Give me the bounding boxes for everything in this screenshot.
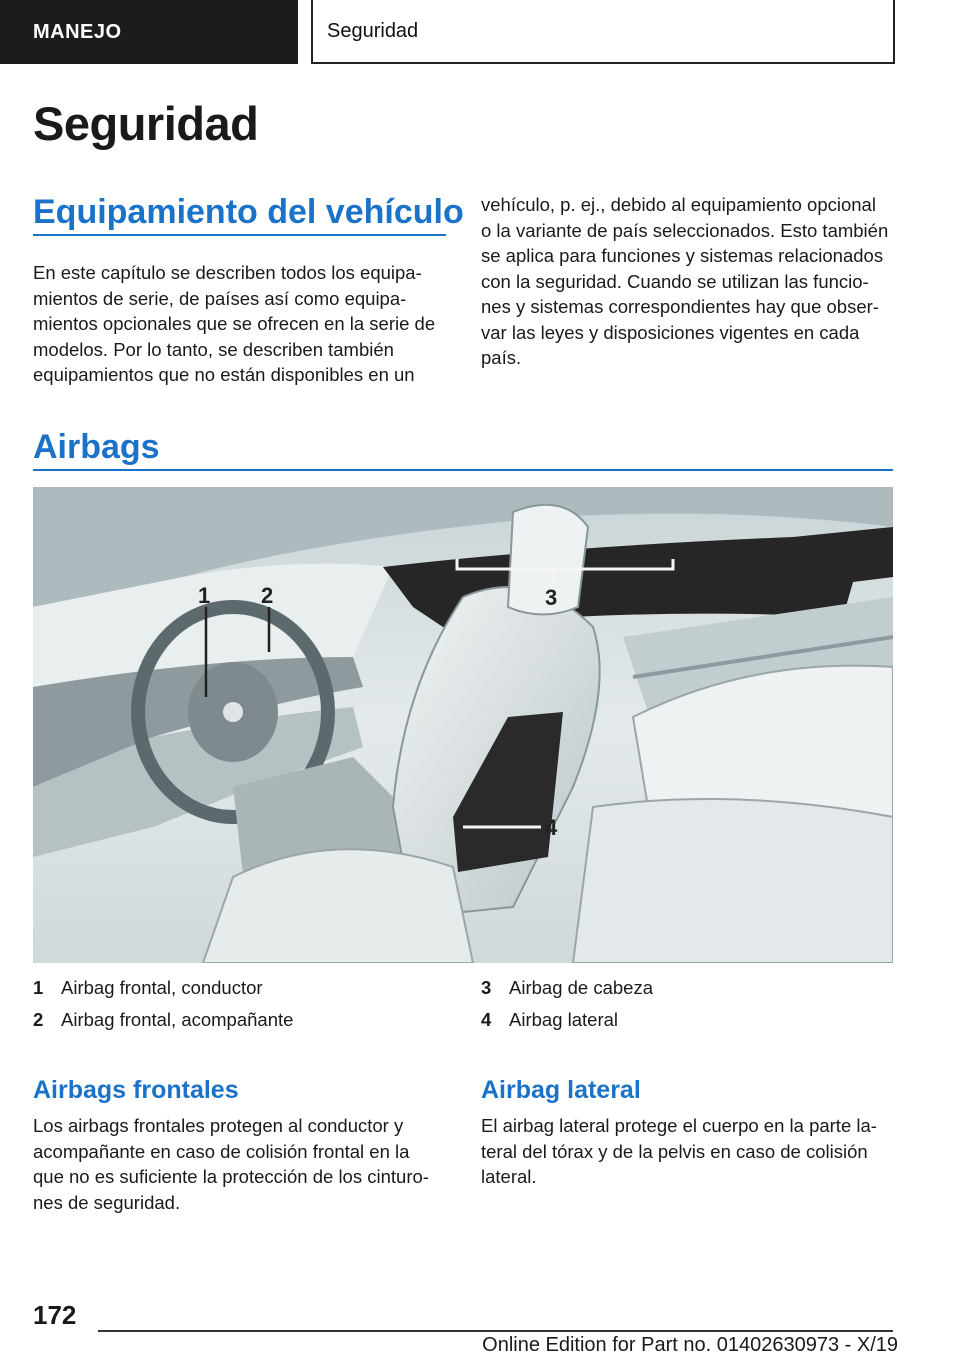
legend-number: 3 [481, 977, 492, 998]
chapter-tab [311, 0, 895, 64]
legend-text: Airbag lateral [509, 1009, 619, 1030]
legend-text: Airbag frontal, acompañante [61, 1009, 294, 1030]
airbag-illustration [33, 487, 893, 963]
legend-text: Airbag de cabeza [509, 977, 653, 998]
legend-item [481, 1009, 618, 1031]
frontales-text [33, 1113, 429, 1215]
text-line: Los airbags frontales protegen al conductor y [33, 1115, 404, 1136]
chapter-label: Seguridad [327, 19, 419, 42]
text-line: mientos de serie, de países así como equipa- [33, 287, 407, 309]
equipamiento-rule [33, 234, 446, 236]
legend-item [33, 977, 263, 999]
legend-number: 2 [33, 1009, 44, 1030]
text-line: var las leyes y disposiciones vigentes en cada [481, 321, 860, 343]
callout-3: 3 [545, 585, 558, 610]
text-line: teral del tórax y de la pelvis en caso de colisión [481, 1140, 868, 1162]
text-line: con la seguridad. Cuando se utilizan las funcio- [481, 270, 869, 292]
airbags-rule [33, 469, 893, 471]
lateral-heading: Airbag lateral [481, 1076, 641, 1104]
equipamiento-col1 [33, 260, 435, 388]
section-label: MANEJO [33, 20, 122, 43]
lateral-text [481, 1113, 877, 1190]
legend-number: 1 [33, 977, 44, 998]
text-line: El airbag lateral protege el cuerpo en la parte la- [481, 1115, 877, 1136]
callout-4: 4 [545, 815, 558, 840]
text-line: En este capítulo se describen todos los equipa- [33, 262, 422, 283]
text-line: mientos opcionales que se ofrecen en la serie de [33, 313, 436, 334]
frontales-heading: Airbags frontales [33, 1076, 239, 1104]
text-line: modelos. Por lo tanto, se describen también [33, 338, 394, 360]
page-title: Seguridad [33, 97, 259, 150]
legend-number: 4 [481, 1009, 492, 1030]
callout-2: 2 [261, 583, 274, 608]
legend-item [481, 977, 653, 999]
text-line: lateral. [481, 1166, 537, 1187]
text-line: nes y sistemas correspondientes hay que obser- [481, 296, 879, 317]
text-line: equipamientos que no están disponibles en un [33, 364, 415, 385]
equipamiento-heading: Equipamiento del vehículo [33, 193, 464, 231]
equipamiento-col2 [481, 192, 888, 371]
legend-item [33, 1009, 293, 1031]
text-line: país. [481, 347, 522, 368]
text-line: que no es suficiente la protección de los cinturo- [33, 1166, 429, 1187]
text-line: se aplica para funciones y sistemas relacionados [481, 245, 884, 266]
legend-text: Airbag frontal, conductor [61, 977, 263, 998]
page-number: 172 [33, 1300, 77, 1330]
airbags-heading: Airbags [33, 428, 160, 466]
footer-rule [98, 1330, 893, 1332]
text-line: vehículo, p. ej., debido al equipamiento opcional [481, 194, 876, 215]
car-interior-drawing [33, 487, 893, 963]
edition-note: Online Edition for Part no. 01402630973 - X/19 [482, 1334, 898, 1356]
text-line: acompañante en caso de colisión frontal en la [33, 1140, 410, 1162]
section-tab [0, 0, 298, 64]
callout-1: 1 [198, 583, 211, 608]
text-line: o la variante de país seleccionados. Esto también [481, 219, 889, 241]
text-line: nes de seguridad. [33, 1191, 181, 1213]
